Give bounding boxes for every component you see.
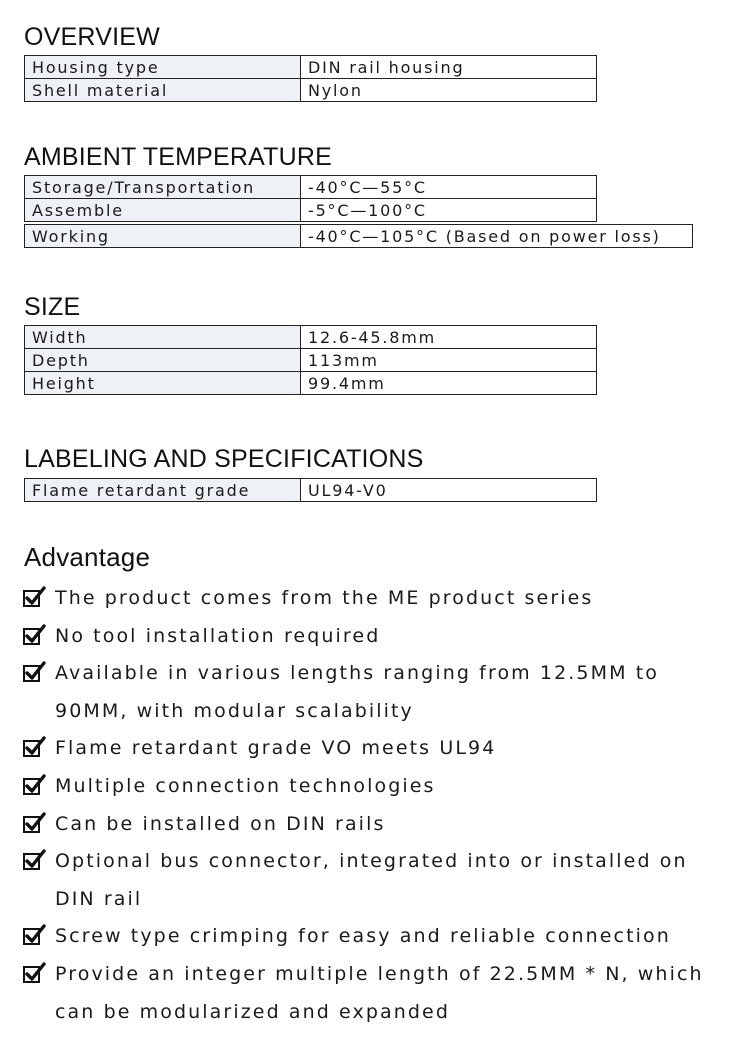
advantage-text: Can be installed on DIN rails xyxy=(55,812,386,835)
checkbox-checked-icon xyxy=(22,924,46,946)
overview-title: OVERVIEW xyxy=(24,23,160,51)
checkbox-checked-icon xyxy=(22,736,46,758)
list-item xyxy=(22,655,732,730)
table-row xyxy=(25,199,597,222)
list-item xyxy=(22,730,732,768)
spec-label: Working xyxy=(25,225,301,248)
checkbox-checked-icon xyxy=(22,661,46,683)
advantage-list xyxy=(22,580,732,1031)
checkbox-checked-icon xyxy=(22,624,46,646)
size-title: SIZE xyxy=(24,293,81,321)
table-row xyxy=(25,479,597,502)
ambient-temperature-title: AMBIENT TEMPERATURE xyxy=(24,143,333,171)
overview-table xyxy=(24,55,597,102)
spec-label: Storage/Transportation xyxy=(25,176,301,199)
labeling-title: LABELING AND SPECIFICATIONS xyxy=(24,445,424,473)
table-row xyxy=(25,326,597,349)
spec-label: Flame retardant grade xyxy=(25,479,301,502)
advantage-text: No tool installation required xyxy=(55,624,381,647)
list-item xyxy=(22,618,732,656)
spec-label: Width xyxy=(25,326,301,349)
advantage-text: Screw type crimping for easy and reliable connection xyxy=(55,925,671,948)
table-row xyxy=(25,372,597,395)
checkbox-checked-icon xyxy=(22,962,46,984)
list-item xyxy=(22,918,732,956)
list-item xyxy=(22,580,732,618)
labeling-table xyxy=(24,478,597,502)
spec-label: Depth xyxy=(25,349,301,372)
spec-value: -5°C—100°C xyxy=(301,199,597,222)
table-row xyxy=(25,225,693,248)
list-item xyxy=(22,843,732,918)
list-item xyxy=(22,768,732,806)
checkbox-checked-icon xyxy=(22,812,46,834)
advantage-text: Optional bus connector, integrated into or installed on DIN rail xyxy=(55,850,688,910)
table-row xyxy=(25,79,597,102)
ambient-temperature-working-table xyxy=(24,224,693,248)
advantage-text: The product comes from the ME product series xyxy=(55,587,594,609)
advantage-text: Flame retardant grade VO meets UL94 xyxy=(55,737,497,760)
spec-label: Height xyxy=(25,372,301,395)
spec-value: -40°C—55°C xyxy=(301,176,597,199)
spec-label: Housing type xyxy=(25,56,301,79)
checkbox-checked-icon xyxy=(22,849,46,871)
spec-value: Nylon xyxy=(301,79,597,102)
advantage-title: Advantage xyxy=(24,542,151,572)
spec-value: -40°C—105°C (Based on power loss) xyxy=(301,225,693,248)
spec-value: 99.4mm xyxy=(301,372,597,395)
advantage-text: Available in various lengths ranging from 12.5MM to 90MM, with modular scalability xyxy=(55,662,660,722)
checkbox-checked-icon xyxy=(22,586,46,608)
advantage-text: Multiple connection technologies xyxy=(55,774,436,797)
ambient-temperature-table xyxy=(24,175,597,222)
table-row xyxy=(25,56,597,79)
checkbox-checked-icon xyxy=(22,774,46,796)
spec-value: UL94-V0 xyxy=(301,479,597,502)
spec-value: 12.6-45.8mm xyxy=(301,326,597,349)
spec-value: 113mm xyxy=(301,349,597,372)
advantage-text: Provide an integer multiple length of 22.5MM * N, which can be modularized and expanded xyxy=(55,962,704,1023)
list-item xyxy=(22,806,732,844)
size-table xyxy=(24,325,597,395)
table-row xyxy=(25,349,597,372)
list-item xyxy=(22,956,732,1031)
spec-label: Assemble xyxy=(25,199,301,222)
table-row xyxy=(25,176,597,199)
spec-label: Shell material xyxy=(25,79,301,102)
spec-value: DIN rail housing xyxy=(301,56,597,79)
